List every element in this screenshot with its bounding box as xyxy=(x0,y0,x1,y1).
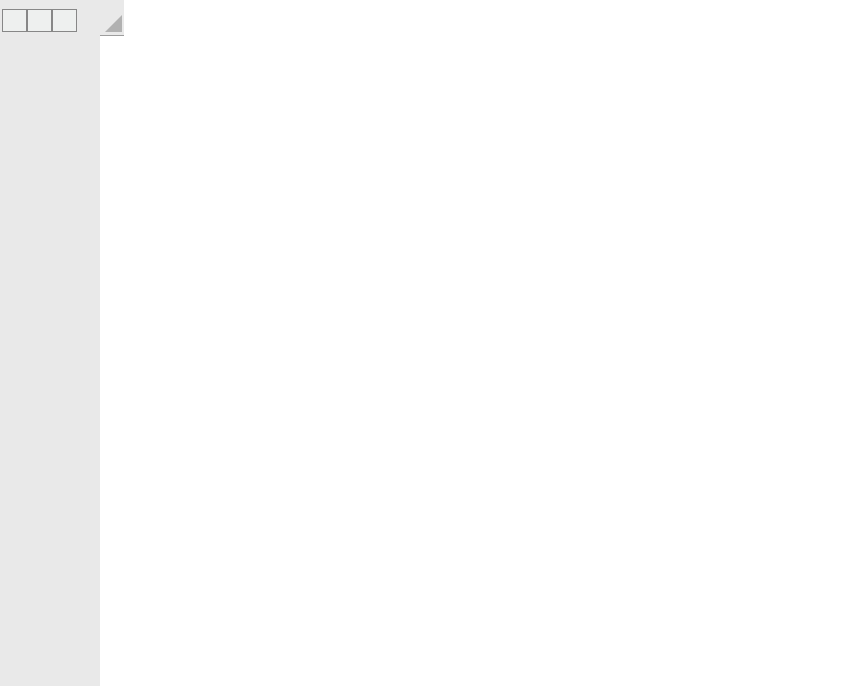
outline-level-3-button[interactable] xyxy=(52,9,77,32)
select-all-corner[interactable] xyxy=(100,0,124,36)
select-all-triangle-icon xyxy=(105,15,122,32)
outline-level-2-button[interactable] xyxy=(27,9,52,32)
outline-gutter xyxy=(0,0,100,686)
outline-level-1-button[interactable] xyxy=(2,9,27,32)
